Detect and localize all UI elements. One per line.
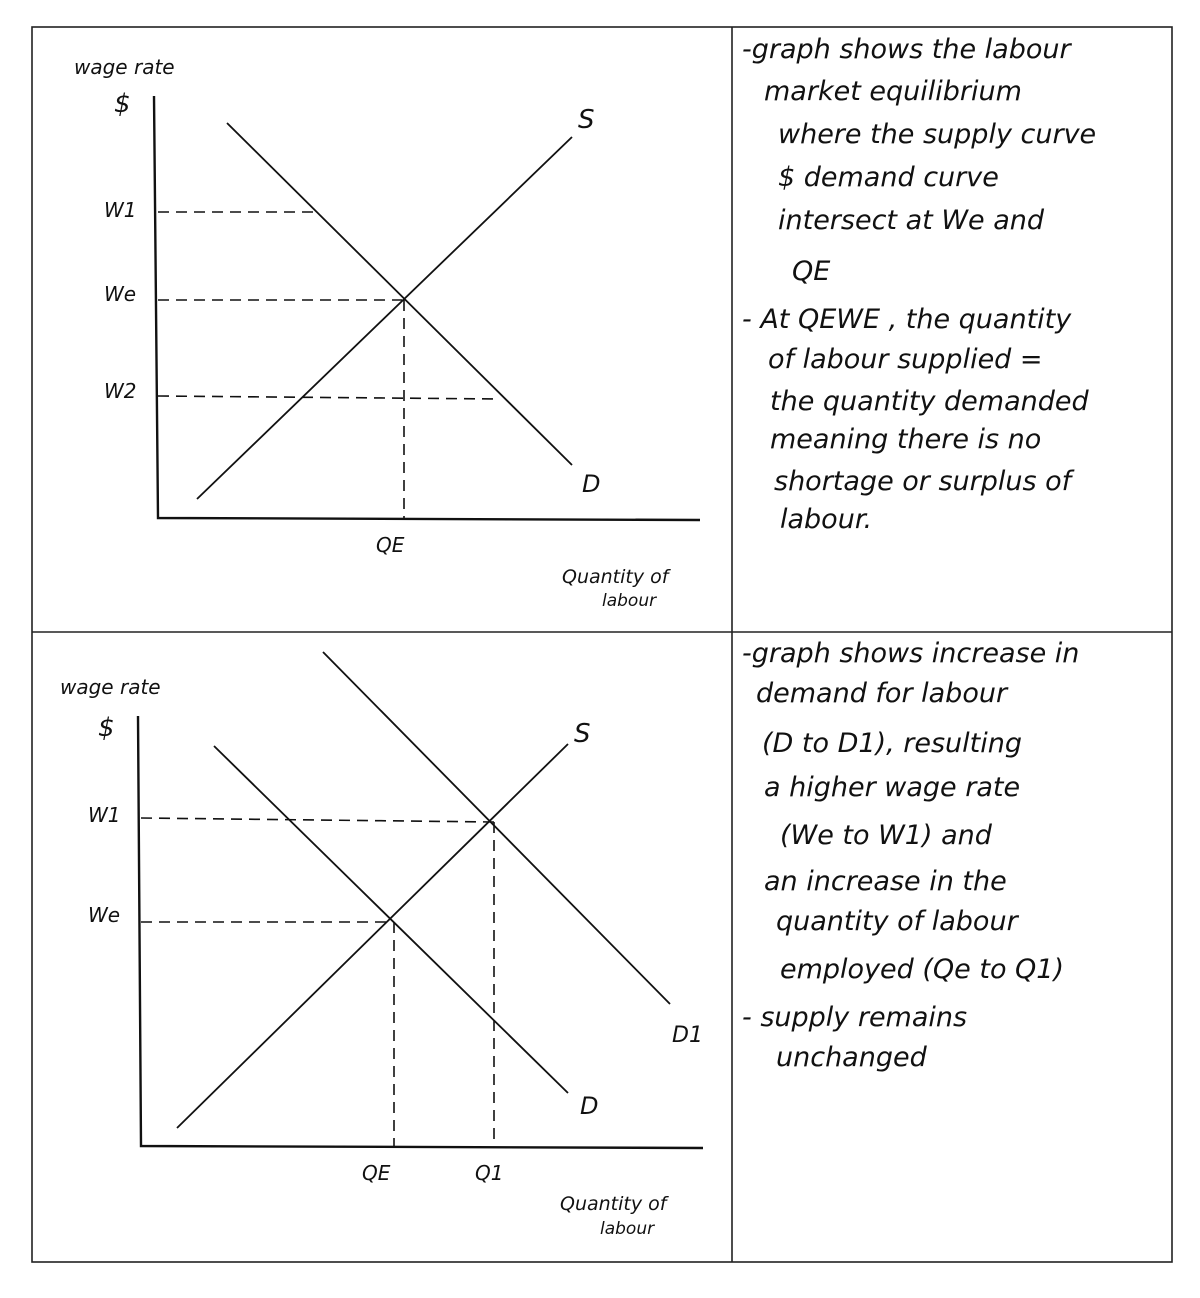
curve-label-d1: D1 (672, 1023, 703, 1048)
note-line: quantity of labour (776, 906, 1018, 937)
note-line: labour. (780, 504, 873, 535)
y-axis-label: wage rate (74, 55, 175, 79)
x-axis-label-2: labour (600, 1219, 655, 1239)
note-line: of labour supplied = (768, 344, 1043, 375)
quantity-label-q1: Q1 (475, 1161, 504, 1185)
curve-label-s: S (578, 105, 595, 135)
wage-label-w2: W2 (104, 379, 137, 403)
note-line: (D to D1), resulting (762, 728, 1022, 759)
notes-demand-increase (742, 638, 1079, 1073)
note-line: QE (792, 256, 831, 287)
quantity-label-qe: QE (376, 533, 405, 557)
note-line: shortage or surplus of (774, 466, 1072, 497)
curve-label-d: D (580, 1092, 599, 1120)
supply-curve (197, 137, 572, 499)
note-line: market equilibrium (764, 76, 1022, 107)
graph-labour-market-equilibrium (74, 55, 700, 611)
demand-curve (227, 123, 572, 465)
x-axis-label: Quantity of (562, 566, 669, 588)
wage-label-w1: W1 (104, 198, 137, 222)
note-line: (We to W1) and (780, 820, 992, 851)
x-axis-label: Quantity of (560, 1193, 667, 1215)
note-line: meaning there is no (770, 424, 1042, 455)
guide-w2 (158, 396, 500, 399)
note-line: unchanged (776, 1042, 927, 1073)
demand-curve-d1 (323, 652, 670, 1004)
note-line: $ demand curve (778, 162, 999, 193)
wage-label-we: We (88, 903, 121, 927)
note-line: - supply remains (742, 1002, 968, 1033)
note-line: the quantity demanded (770, 386, 1089, 417)
y-axis-unit: $ (114, 89, 131, 119)
axes (154, 96, 700, 520)
note-line: intersect at We and (778, 205, 1045, 236)
note-line: employed (Qe to Q1) (780, 954, 1065, 985)
demand-curve-d (214, 746, 568, 1093)
supply-curve (177, 744, 568, 1128)
note-line: an increase in the (764, 866, 1007, 897)
note-line: a higher wage rate (764, 772, 1021, 803)
note-line: where the supply curve (778, 119, 1097, 150)
note-line: -graph shows increase in (742, 638, 1080, 669)
quantity-label-qe: QE (362, 1161, 391, 1185)
curve-label-d: D (582, 470, 601, 498)
x-axis-label-2: labour (602, 591, 657, 611)
wage-label-we: We (104, 282, 137, 306)
notes-equilibrium (742, 34, 1096, 535)
note-line: demand for labour (756, 678, 1008, 709)
note-line: - At QEWE , the quantity (742, 304, 1072, 335)
wage-label-w1: W1 (88, 803, 121, 827)
y-axis-unit: $ (98, 713, 115, 743)
curve-label-s: S (574, 719, 591, 749)
y-axis-label: wage rate (60, 675, 161, 699)
graph-increase-in-labour-demand (60, 652, 703, 1239)
note-line: -graph shows the labour (742, 34, 1071, 65)
guide-w1 (141, 818, 494, 822)
